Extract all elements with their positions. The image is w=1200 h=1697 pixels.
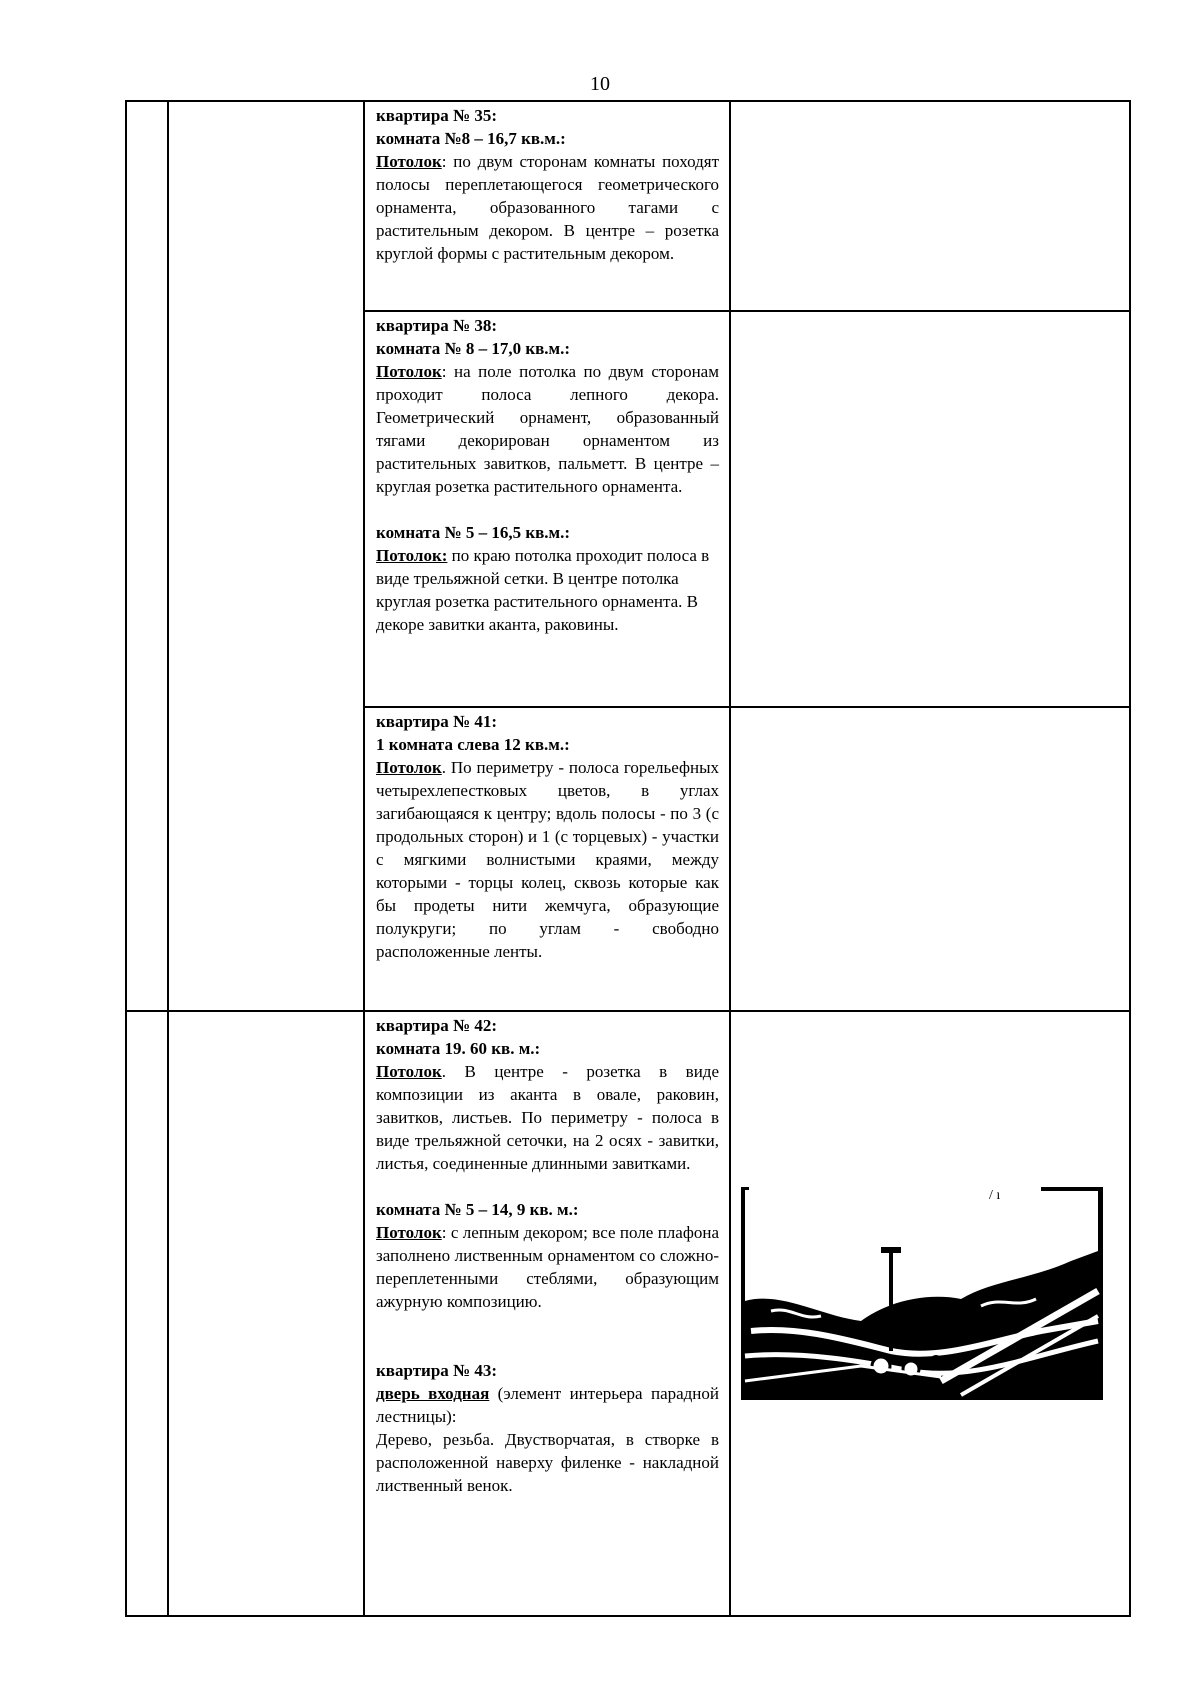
photo-cell — [730, 1011, 1130, 1616]
ceiling-photo — [741, 1181, 1103, 1400]
door-label: дверь входная — [376, 1384, 490, 1403]
row-number-cell — [126, 101, 168, 1011]
ceiling-label: Потолок — [376, 1062, 442, 1081]
apartment-title: квартира № 38: — [376, 316, 498, 335]
room-title: комната № 8 – 17,0 кв.м.: — [376, 339, 571, 358]
inventory-table — [125, 100, 1131, 1617]
ceiling-label: Потолок — [376, 152, 442, 171]
door-description: Дерево, резьба. Двустворчатая, в створке в расположенной наверху филенке - накладной лиственный венок. — [376, 1430, 719, 1495]
room-title: 1 комната слева 12 кв.м.: — [376, 735, 570, 754]
ceiling-label: Потолок — [376, 362, 442, 381]
room-title: комната № 5 – 14, 9 кв. м.: — [376, 1200, 579, 1219]
page-number: 10 — [590, 73, 610, 95]
description-cell — [364, 101, 730, 311]
apartment-title: квартира № 41: — [376, 712, 498, 731]
object-name-cell — [168, 101, 364, 1011]
photo-cell — [730, 311, 1130, 707]
room-title: комната № 5 – 16,5 кв.м.: — [376, 523, 571, 542]
ceiling-description: . В центре - розетка в виде композиции из аканта в овале, раковин, завитков, листьев. По периметру - полоса в виде трельяжной сеточки, на 2 осях - завитки, листья, соединенные длинными завитками. — [376, 1062, 719, 1173]
row-number-cell — [126, 1011, 168, 1616]
description-cell — [364, 707, 730, 1011]
room-title: комната 19. 60 кв. м.: — [376, 1039, 541, 1058]
room-title: комната №8 – 16,7 кв.м.: — [376, 129, 566, 148]
ceiling-description: : по двум сторонам комнаты походят полосы переплетающегося геометрического орнамента, образованного тагами с растительным декором. В центре – розетка круглой формы с растительным декором. — [376, 152, 719, 263]
svg-text:/ ı: / ı — [989, 1188, 1001, 1203]
ceiling-label: Потолок: — [376, 546, 448, 565]
photo-cell — [730, 101, 1130, 311]
apartment-title: квартира № 43: — [376, 1361, 498, 1380]
ceiling-label: Потолок — [376, 758, 442, 777]
door-context: (элемент интерьера парадной лестницы): — [376, 1384, 720, 1426]
apartment-title: квартира № 35: — [376, 106, 498, 125]
ceiling-label: Потолок — [376, 1223, 442, 1242]
description-cell — [364, 1011, 730, 1616]
apartment-title: квартира № 42: — [376, 1016, 498, 1035]
ceiling-description: : на поле потолка по двум сторонам проходит полоса лепного декора. Геометрический орнамент, образованный тягами декорирован орнаментом из растительных завитков, пальметт. В центре – круглая розетка растительного орнамента. — [376, 362, 719, 496]
description-cell — [364, 311, 730, 707]
ceiling-description: : с лепным декором; все поле плафона заполнено лиственным орнаментом со сложно-переплетенными стеблями, образующим ажурную композицию. — [376, 1223, 719, 1311]
table-row — [126, 1011, 1130, 1616]
ceiling-description: по краю потолка проходит полоса в виде трельяжной сетки. В центре потолка круглая розетка растительного орнамента. В декоре завитки аканта, раковины. — [376, 546, 710, 634]
table-row — [126, 101, 1130, 311]
ceiling-description: . По периметру - полоса горельефных четырехлепестковых цветов, в углах загибающаяся к центру; вдоль полосы - по 3 (с продольных сторон) и 1 (с торцевых) - участки с мягкими волнистыми краями, между которыми - торцы колец, сквозь которые как бы продеты нити жемчуга, образующие полукруги; по углам - свободно расположенные ленты. — [376, 758, 719, 961]
photo-cell — [730, 707, 1130, 1011]
object-name-cell — [168, 1011, 364, 1616]
